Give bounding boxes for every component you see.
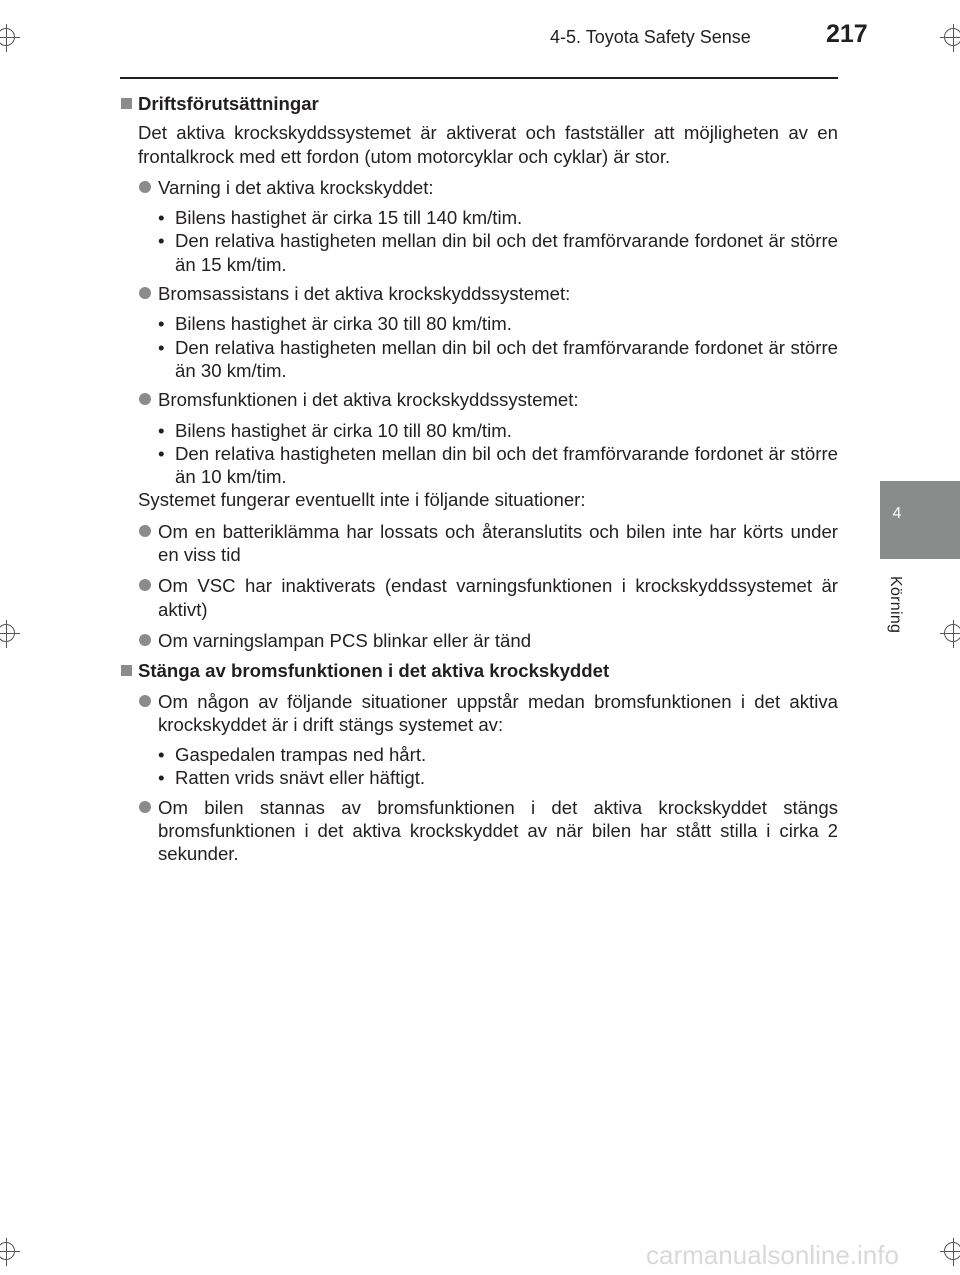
page-number: 217 [826, 20, 868, 48]
sub-bullet-text: Bilens hastighet är cirka 10 till 80 km/tim. [175, 419, 512, 441]
round-bullet-icon [139, 525, 151, 537]
round-bullet-icon [139, 287, 151, 299]
list-item-text: Bromsfunktionen i det aktiva krockskyddssystemet: [158, 389, 579, 411]
sub-bullet [158, 229, 838, 276]
list-item [138, 796, 838, 866]
square-bullet-icon [121, 98, 132, 109]
sub-bullet [158, 336, 838, 383]
round-bullet-icon [139, 634, 151, 646]
sub-bullet-text: Gaspedalen trampas ned hårt. [175, 744, 427, 766]
sub-bullet [158, 206, 838, 229]
sub-bullet-text: Bilens hastighet är cirka 30 till 80 km/tim. [175, 313, 512, 335]
section-heading [121, 659, 838, 682]
round-bullet-icon [139, 579, 151, 591]
round-bullet-icon [139, 181, 151, 193]
list-item [138, 176, 838, 199]
section-heading-text: Driftsförutsättningar [138, 93, 319, 114]
sub-bullet-text: Den relativa hastigheten mellan din bil och det framförvarande fordonet är större än 10 km/tim. [175, 442, 838, 488]
section-intro: Det aktiva krockskyddssystemet är aktiverat och fastställer att möjligheten av en frontalkrock med ett fordon (utom motorcyklar och cyklar) är stor. [138, 122, 838, 167]
bullet-dot: • [158, 313, 165, 335]
bullet-dot: • [158, 767, 165, 789]
list-item-text: Om någon av följande situationer uppstår medan bromsfunktionen i det aktiva krockskyddet är i drift stängs systemet av: [158, 690, 838, 735]
section-heading-text: Stänga av bromsfunktionen i det aktiva krockskyddet [138, 660, 610, 682]
bullet-dot: • [158, 230, 165, 252]
list-item-text: Om bilen stannas av bromsfunktionen i det aktiva krockskyddet stängs bromsfunktionen i det aktiva krockskyddet av när bilen har stått stilla i cirka 2 sekunder. [158, 796, 838, 865]
bullet-dot: • [158, 419, 165, 441]
list-item [138, 388, 838, 411]
round-bullet-icon [139, 801, 151, 813]
list-item [138, 690, 838, 737]
sub-bullet [158, 419, 838, 442]
list-item-text: Om en batteriklämma har lossats och återanslutits och bilen inte har körts under en viss tid [158, 520, 838, 566]
chapter-label: Körning [887, 576, 904, 634]
list-item-text: Om varningslampan PCS blinkar eller är tänd [158, 629, 532, 651]
list-item-text: Om VSC har inaktiverats (endast varningsfunktionen i krockskyddssystemet är aktivt) [158, 575, 838, 620]
bullet-dot: • [158, 744, 165, 766]
main-content [121, 92, 838, 866]
sub-bullet [158, 442, 838, 489]
header-rule [120, 77, 838, 79]
watermark-logo: carmanualsonline.info [646, 1240, 899, 1270]
list-item [138, 574, 838, 621]
list-item [138, 629, 838, 652]
header-section-title: 4-5. Toyota Safety Sense [550, 27, 751, 47]
bullet-dot: • [158, 207, 165, 229]
list-item [138, 520, 838, 567]
chapter-number: 4 [892, 505, 902, 522]
sub-bullet-text: Den relativa hastigheten mellan din bil och det framförvarande fordonet är större än 15 km/tim. [175, 230, 838, 275]
list-item-text: Varning i det aktiva krockskyddet: [158, 176, 434, 198]
bullet-dot: • [158, 442, 165, 464]
sub-bullet [158, 766, 838, 789]
list-item-text: Bromsassistans i det aktiva krockskyddssystemet: [158, 283, 571, 305]
bullet-dot: • [158, 336, 165, 358]
sub-bullet [158, 743, 838, 766]
round-bullet-icon [139, 695, 151, 707]
section-outro: Systemet fungerar eventuellt inte i följande situationer: [138, 489, 586, 511]
sub-bullet-text: Ratten vrids snävt eller häftigt. [175, 767, 426, 789]
round-bullet-icon [139, 393, 151, 405]
sub-bullet [158, 312, 838, 335]
list-item [138, 282, 838, 305]
square-bullet-icon [121, 665, 132, 676]
section-heading [121, 92, 838, 115]
sub-bullet-text: Bilens hastighet är cirka 15 till 140 km/tim. [175, 207, 523, 229]
sub-bullet-text: Den relativa hastigheten mellan din bil och det framförvarande fordonet är större än 30 km/tim. [175, 336, 838, 381]
